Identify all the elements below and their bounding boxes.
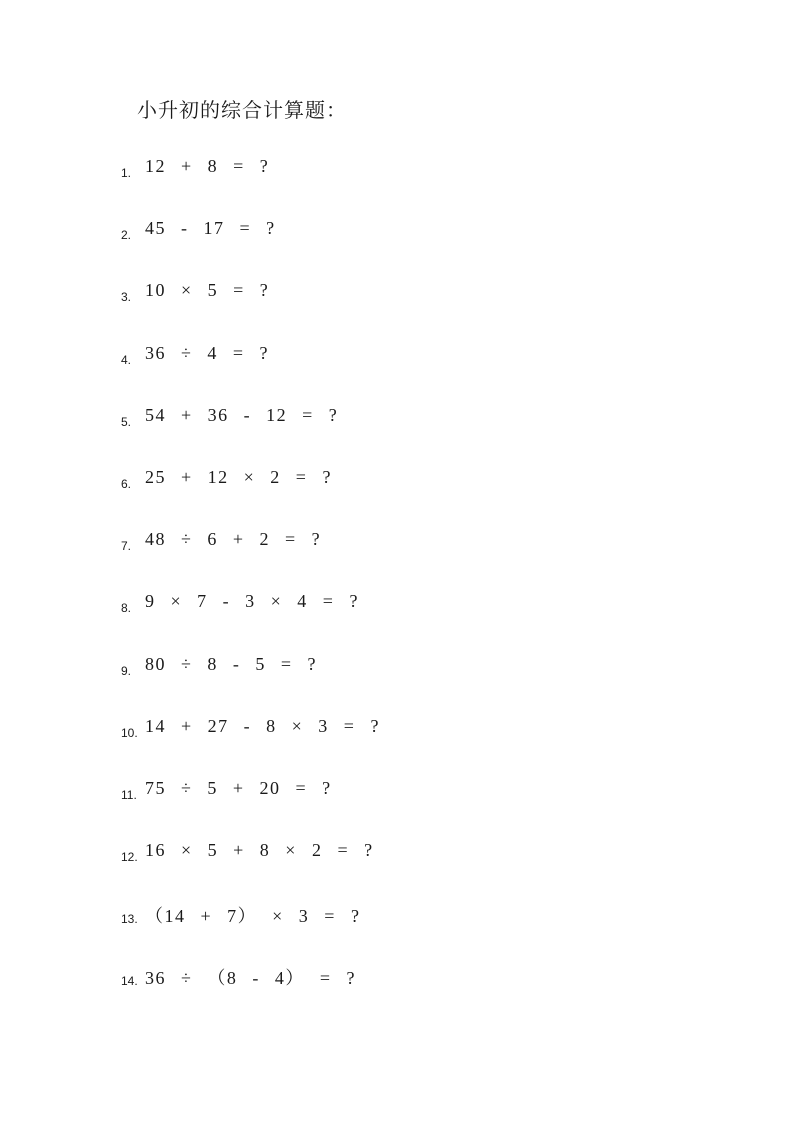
list-item bbox=[121, 405, 380, 467]
problem-expression: 80 ÷ 8 - 5 = ? bbox=[145, 653, 318, 674]
problem-number: 12. bbox=[121, 850, 138, 865]
problem-expression: 14 + 27 - 8 × 3 = ? bbox=[145, 715, 380, 736]
list-item bbox=[121, 467, 380, 529]
list-item bbox=[121, 778, 380, 840]
list-item bbox=[121, 840, 380, 902]
problem-number: 13. bbox=[121, 912, 138, 927]
list-item bbox=[121, 529, 380, 591]
list-item bbox=[121, 902, 380, 964]
list-item bbox=[121, 218, 380, 280]
problem-number: 8. bbox=[121, 601, 132, 616]
problem-expression: 36 ÷ 4 = ? bbox=[145, 342, 270, 363]
problem-number: 7. bbox=[121, 539, 132, 554]
problem-expression: 48 ÷ 6 + 2 = ? bbox=[145, 529, 322, 550]
list-item bbox=[121, 343, 380, 405]
problem-expression: 36 ÷ （8 - 4） = ? bbox=[145, 968, 357, 989]
list-item bbox=[121, 591, 380, 653]
document-title: 小升初的综合计算题： bbox=[137, 98, 347, 122]
problem-number: 10. bbox=[121, 725, 138, 740]
list-item bbox=[121, 156, 380, 218]
problem-number: 1. bbox=[121, 166, 132, 180]
list-item bbox=[121, 716, 380, 778]
problem-expression: 54 + 36 - 12 = ? bbox=[145, 404, 339, 425]
list-item bbox=[121, 654, 380, 716]
problem-expression: 16 × 5 + 8 × 2 = ? bbox=[145, 840, 374, 861]
list-item bbox=[121, 280, 380, 342]
problem-number: 6. bbox=[121, 476, 132, 491]
problem-expression: （14 + 7） × 3 = ? bbox=[145, 906, 361, 927]
problem-number: 3. bbox=[121, 290, 132, 305]
problem-expression: 25 + 12 × 2 = ? bbox=[145, 466, 332, 487]
problem-number: 14. bbox=[121, 974, 138, 989]
problem-number: 2. bbox=[121, 228, 132, 243]
problem-list bbox=[121, 156, 380, 1027]
problem-expression: 12 + 8 = ? bbox=[145, 156, 270, 176]
problem-expression: 45 - 17 = ? bbox=[145, 218, 276, 239]
problem-number: 9. bbox=[121, 663, 132, 678]
problem-number: 11. bbox=[121, 787, 137, 802]
problem-number: 5. bbox=[121, 414, 132, 429]
problem-expression: 9 × 7 - 3 × 4 = ? bbox=[145, 591, 359, 612]
list-item bbox=[121, 964, 380, 1026]
problem-expression: 10 × 5 = ? bbox=[145, 280, 270, 301]
problem-number: 4. bbox=[121, 352, 132, 367]
problem-expression: 75 ÷ 5 + 20 = ? bbox=[145, 777, 332, 798]
